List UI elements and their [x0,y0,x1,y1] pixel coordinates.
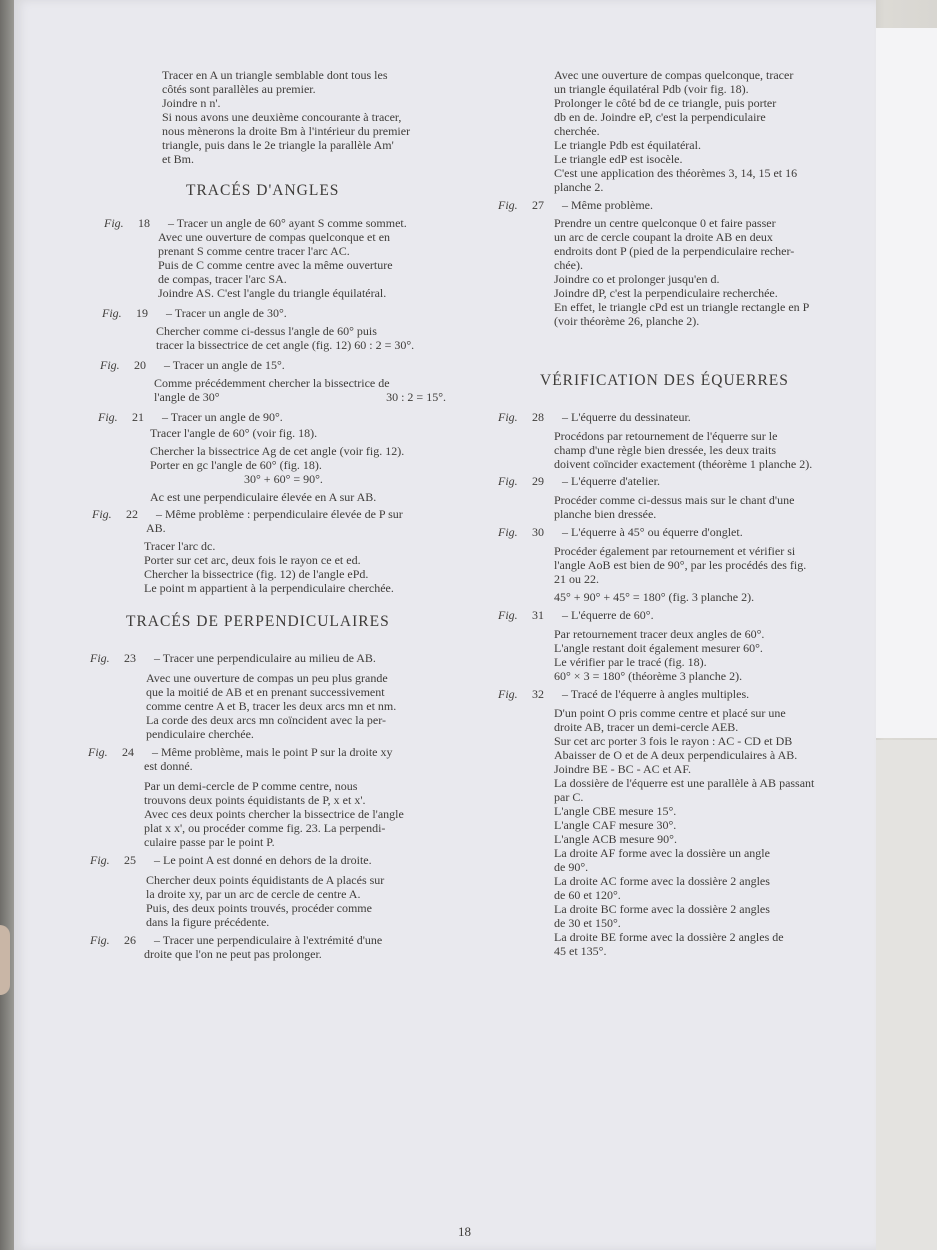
fig-label: Fig. [498,608,518,622]
fig-title: – L'équerre à 45° ou équerre d'onglet. [562,525,743,539]
section-heading: TRACÉS DE PERPENDICULAIRES [126,613,390,630]
text-line: Joindre co et prolonger jusqu'en d. [554,272,720,286]
fig-title: – Tracer une perpendiculaire au milieu de AB. [154,651,376,665]
text-line: Joindre n n'. [162,96,221,110]
text-line: L'angle ACB mesure 90°. [554,832,677,846]
text-line: planche bien dressée. [554,507,657,521]
fig-label: Fig. [498,687,518,701]
text-line: chée). [554,258,583,272]
text-line: un arc de cercle coupant la droite AB en deux [554,230,773,244]
text-line: de 90°. [554,860,589,874]
fig-label: Fig. [498,525,518,539]
text-line: Sur cet arc porter 3 fois le rayon : AC - CD et DB [554,734,793,748]
text-line: planche 2. [554,180,604,194]
text-line: Tracer l'angle de 60° (voir fig. 18). [150,426,318,440]
fig-number: 21 [132,410,144,424]
text-line: tracer la bissectrice de cet angle (fig. 12) 60 : 2 = 30°. [156,338,415,352]
text-line: Ac est une perpendiculaire élevée en A sur AB. [150,490,377,504]
text-line: Le triangle Pdb est équilatéral. [554,138,701,152]
fig-title-cont: AB. [146,521,166,535]
text-line: Joindre dP, c'est la perpendiculaire recherchée. [554,286,778,300]
text-line: Le point m appartient à la perpendiculaire cherchée. [144,581,394,595]
fig-title: – L'équerre du dessinateur. [562,410,691,424]
fig-title: – Tracer un angle de 15°. [164,358,285,372]
fig-label: Fig. [498,198,518,212]
fig-title-cont: est donné. [144,759,193,773]
fig-27-entry [498,198,848,328]
calculation: 30 : 2 = 15°. [386,390,446,404]
fig-title-cont: droite que l'on ne peut pas prolonger. [144,947,322,961]
intro-block [90,68,446,166]
text-line: dans la figure précédente. [146,915,270,929]
fig-number: 26 [124,933,136,947]
text-line: par C. [554,790,584,804]
text-line: C'est une application des théorèmes 3, 14, 15 et 16 [554,166,798,180]
text-line: Le triangle edP est isocèle. [554,152,683,166]
fig-title: – Tracer un angle de 30°. [166,306,287,320]
fig-title: – Tracé de l'équerre à angles multiples. [562,687,750,701]
fig-32-entry [498,687,848,958]
text-line: doivent coïncider exactement (théorème 1 planche 2). [554,457,813,471]
text-line: 21 ou 22. [554,572,599,586]
text-line: Avec une ouverture de compas quelconque, tracer [554,68,794,82]
fig-19-entry [90,306,446,352]
fig-31-entry [498,608,848,683]
fig-26-entry [90,933,446,961]
text-line: Prendre un centre quelconque 0 et faire passer [554,216,776,230]
book-binding-edge [0,0,14,1250]
fig-number: 25 [124,853,136,867]
text-line: Par un demi-cercle de P comme centre, nous [144,779,358,793]
text-line: La droite BE forme avec la dossière 2 angles de [554,930,784,944]
text-line: Tracer en A un triangle semblable dont tous les [162,68,388,82]
fig-number: 30 [532,525,544,539]
fig-22-entry [90,507,446,595]
text-line: Chercher la bissectrice (fig. 12) de l'angle ePd. [144,567,369,581]
text-line: de compas, tracer l'arc SA. [158,272,287,286]
fig-number: 23 [124,651,136,665]
fig-number: 32 [532,687,544,701]
text-line: 60° × 3 = 180° (théorème 3 planche 2). [554,669,743,683]
text-line: Chercher la bissectrice Ag de cet angle (voir fig. 12). [150,444,405,458]
text-line: Procédons par retournement de l'équerre sur le [554,429,778,443]
fig-29-entry [498,474,848,521]
calculation: 30° + 60° = 90°. [244,472,323,486]
fig-20-entry [90,358,446,404]
fig-number: 18 [138,216,150,230]
intro-block [498,68,848,194]
text-line: La droite AF forme avec la dossière un angle [554,846,770,860]
text-line: de 30 et 150°. [554,916,621,930]
fig-number: 29 [532,474,544,488]
text-line: L'angle CAF mesure 30°. [554,818,677,832]
text-line: droite AB, tracer un demi-cercle AEB. [554,720,739,734]
text-line: Avec ces deux points chercher la bissectrice de l'angle [144,807,404,821]
text-line: endroits dont P (pied de la perpendiculaire recher- [554,244,795,258]
text-line: prenant S comme centre tracer l'arc AC. [158,244,350,258]
fig-title: – Même problème : perpendiculaire élevée de P sur [156,507,403,521]
text-line: Prolonger le côté bd de ce triangle, puis porter [554,96,777,110]
fig-title: – L'équerre de 60°. [562,608,654,622]
fig-label: Fig. [498,474,518,488]
fig-number: 27 [532,198,544,212]
fig-label: Fig. [90,933,110,947]
text-line: Par retournement tracer deux angles de 60°. [554,627,765,641]
text-line: pendiculaire cherchée. [146,727,254,741]
text-line: Chercher deux points équidistants de A placés sur [146,873,385,887]
fig-number: 24 [122,745,134,759]
text-line: Tracer l'arc dc. [144,539,216,553]
text-line: Porter en gc l'angle de 60° (fig. 18). [150,458,322,472]
fig-label: Fig. [92,507,112,521]
text-line: cherchée. [554,124,600,138]
text-line: plat x x', ou procéder comme fig. 23. La perpendi- [144,821,386,835]
text-line: l'angle AoB est bien de 90°, par les procédés des fig. [554,558,807,572]
text-line: La droite AC forme avec la dossière 2 angles [554,874,770,888]
right-column [498,68,848,958]
text-line: Procéder également par retournement et vérifier si [554,544,796,558]
text-line: La droite BC forme avec la dossière 2 angles [554,902,770,916]
text-line: côtés sont parallèles au premier. [162,82,316,96]
text-line: trouvons deux points équidistants de P, x et x'. [144,793,366,807]
fig-label: Fig. [102,306,122,320]
fig-label: Fig. [100,358,120,372]
text-line: En effet, le triangle cPd est un triangle rectangle en P [554,300,810,314]
text-line: nous mènerons la droite Bm à l'intérieur du premier [162,124,411,138]
text-line: Puis, des deux points trouvés, procéder comme [146,901,372,915]
text-line: et Bm. [162,152,194,166]
text-line: la droite xy, par un arc de cercle de centre A. [146,887,361,901]
fig-label: Fig. [88,745,108,759]
fig-number: 28 [532,410,544,424]
text-line: Avec une ouverture de compas quelconque et en [158,230,391,244]
text-line: culaire passe par le point P. [144,835,275,849]
text-line: 45 et 135°. [554,944,607,958]
fig-18-entry [90,216,446,300]
text-line: L'angle restant doit également mesurer 60°. [554,641,763,655]
text-line: comme centre A et B, tracer les deux arcs mn et nm. [146,699,397,713]
fig-30-entry [498,525,848,604]
fig-label: Fig. [104,216,124,230]
text-line: Abaisser de O et de A deux perpendiculaires à AB. [554,748,798,762]
text-line: l'angle de 30° [154,390,220,404]
text-line: un triangle équilatéral Pdb (voir fig. 18). [554,82,749,96]
text-line: La dossière de l'équerre est une parallèle à AB passant [554,776,815,790]
text-line: que la moitié de AB et en prenant successivement [146,685,385,699]
fig-28-entry [498,410,848,471]
text-line: de 60 et 120°. [554,888,621,902]
fig-title: – Tracer une perpendiculaire à l'extrémité d'une [154,933,383,947]
fig-label: Fig. [90,853,110,867]
text-line: Comme précédemment chercher la bissectrice de [154,376,390,390]
fig-title: – L'équerre d'atelier. [562,474,660,488]
fig-title: – Tracer un angle de 90°. [162,410,283,424]
fig-23-entry [90,651,446,741]
fig-number: 19 [136,306,148,320]
page-number: 18 [458,1224,471,1239]
text-line: Chercher comme ci-dessus l'angle de 60° puis [156,324,377,338]
fig-title: – Le point A est donné en dehors de la droite. [154,853,372,867]
text-line: db en de. Joindre eP, c'est la perpendiculaire [554,110,766,124]
text-line: triangle, puis dans le 2e triangle la parallèle Am' [162,138,394,152]
fig-24-entry [90,745,446,849]
text-line: Procéder comme ci-dessus mais sur le chant d'une [554,493,795,507]
fig-label: Fig. [90,651,110,665]
fig-title: – Même problème. [562,198,653,212]
fig-number: 31 [532,608,544,622]
calculation: 45° + 90° + 45° = 180° (fig. 3 planche 2). [554,590,755,604]
text-line: Joindre BE - BC - AC et AF. [554,762,692,776]
text-line: Si nous avons une deuxième concourante à tracer, [162,110,402,124]
fig-title: – Même problème, mais le point P sur la droite xy [152,745,393,759]
text-line: Porter sur cet arc, deux fois le rayon ce et ed. [144,553,361,567]
text-line: Le vérifier par le tracé (fig. 18). [554,655,707,669]
fig-25-entry [90,853,446,929]
text-line: L'angle CBE mesure 15°. [554,804,677,818]
fig-label: Fig. [98,410,118,424]
fig-title: – Tracer un angle de 60° ayant S comme sommet. [168,216,407,230]
left-column [90,68,446,961]
text-line: D'un point O pris comme centre et placé sur une [554,706,786,720]
section-heading: TRACÉS D'ANGLES [186,182,340,199]
section-heading: VÉRIFICATION DES ÉQUERRES [540,372,789,389]
text-line: La corde des deux arcs mn coïncident avec la per- [146,713,386,727]
fig-number: 20 [134,358,146,372]
text-line: (voir théorème 26, planche 2). [554,314,700,328]
text-line: Joindre AS. C'est l'angle du triangle équilatéral. [158,286,387,300]
fig-21-entry [90,410,446,504]
text-line: Avec une ouverture de compas un peu plus grande [146,671,388,685]
text-line: champ d'une règle bien dressée, les deux traits [554,443,777,457]
thumb [0,925,10,995]
fig-label: Fig. [498,410,518,424]
text-line: Puis de C comme centre avec la même ouverture [158,258,393,272]
fig-number: 22 [126,507,138,521]
